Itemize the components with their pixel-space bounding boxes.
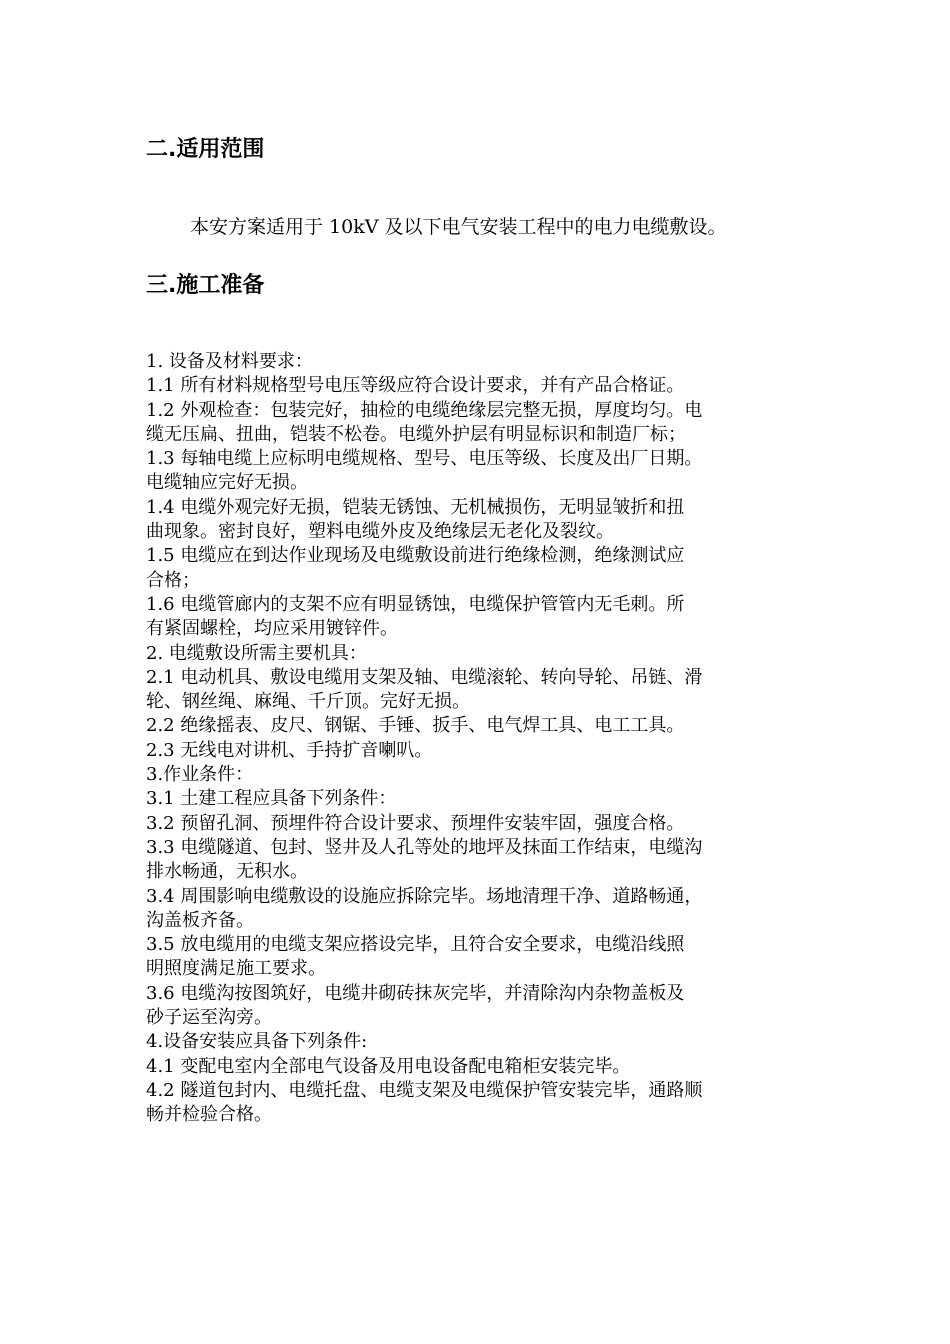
- text-line: 2.1 电动机具、敷设电缆用支架及轴、电缆滚轮、转向导轮、吊链、滑: [146, 666, 703, 688]
- text-line: 轮、钢丝绳、麻绳、千斤顶。完好无损。: [146, 691, 470, 713]
- text-line: 3.3 电缆隧道、包封、竖井及人孔等处的地坪及抹面工作结束，电缆沟: [146, 836, 703, 858]
- text-line: 1.3 每轴电缆上应标明电缆规格、型号、电压等级、长度及出厂日期。: [146, 448, 703, 470]
- text-line: 4.1 变配电室内全部电气设备及用电设备配电箱柜安装完毕。: [146, 1055, 631, 1077]
- text-line: 3.1 土建工程应具备下列条件：: [146, 788, 397, 810]
- text-line: 排水畅通，无积水。: [146, 861, 308, 883]
- text-line: 1. 设备及材料要求：: [146, 351, 313, 372]
- text-line: 2. 电缆敷设所需主要机具：: [146, 642, 367, 664]
- text-line: 3.作业条件：: [146, 764, 254, 786]
- text-line: 2.3 无线电对讲机、手持扩音喇叭。: [146, 739, 433, 761]
- text-line: 合格；: [146, 569, 200, 591]
- text-line: 3.4 周围影响电缆敷设的设施应拆除完毕。场地清理干净、道路畅通，: [146, 885, 703, 907]
- text-line: 4.2 隧道包封内、电缆托盘、电缆支架及电缆保护管安装完毕，通路顺: [146, 1079, 703, 1101]
- text-line: 1.5 电缆应在到达作业现场及电缆敷设前进行绝缘检测，绝缘测试应: [146, 545, 685, 567]
- text-line: 畅并检验合格。: [146, 1104, 272, 1126]
- text-line: 曲现象。密封良好，塑料电缆外皮及绝缘层无老化及裂纹。: [146, 521, 614, 543]
- preparation-content: [146, 350, 816, 1128]
- text-line: 1.6 电缆管廊内的支架不应有明显锈蚀，电缆保护管管内无毛刺。所: [146, 593, 685, 615]
- text-line: 4.设备安装应具备下列条件:: [146, 1031, 368, 1053]
- scope-paragraph: 本安方案适用于 10kV 及以下电气安装工程中的电力电缆敷设。: [190, 216, 727, 238]
- text-line: 3.2 预留孔洞、预埋件符合设计要求、预埋件安装牢固，强度合格。: [146, 812, 685, 834]
- text-line: 3.6 电缆沟按图筑好，电缆井砌砖抹灰完毕，并清除沟内杂物盖板及: [146, 982, 685, 1004]
- section-heading-preparation: 三.施工准备: [146, 273, 265, 298]
- text-line: 缆无压扁、扭曲，铠装不松卷。电缆外护层有明显标识和制造厂标；: [146, 423, 686, 445]
- text-line: 1.2 外观检查：包装完好，抽检的电缆绝缘层完整无损，厚度均匀。电: [146, 399, 703, 421]
- text-line: 2.2 绝缘摇表、皮尺、钢锯、手锤、扳手、电气焊工具、电工工具。: [146, 715, 685, 737]
- text-line: 砂子运至沟旁。: [146, 1007, 272, 1029]
- text-line: 1.4 电缆外观完好无损，铠装无锈蚀、无机械损伤，无明显皱折和扭: [146, 496, 685, 518]
- text-line: 1.1 所有材料规格型号电压等级应符合设计要求，并有产品合格证。: [146, 375, 685, 397]
- text-line: 有紧固螺栓，均应采用镀锌件。: [146, 618, 398, 640]
- text-line: 3.5 放电缆用的电缆支架应搭设完毕，且符合安全要求，电缆沿线照: [146, 934, 685, 956]
- text-line: 电缆轴应完好无损。: [146, 472, 308, 494]
- text-line: 沟盖板齐备。: [146, 909, 254, 931]
- text-line: 明照度满足施工要求。: [146, 958, 326, 980]
- section-heading-scope: 二.适用范围: [146, 137, 265, 162]
